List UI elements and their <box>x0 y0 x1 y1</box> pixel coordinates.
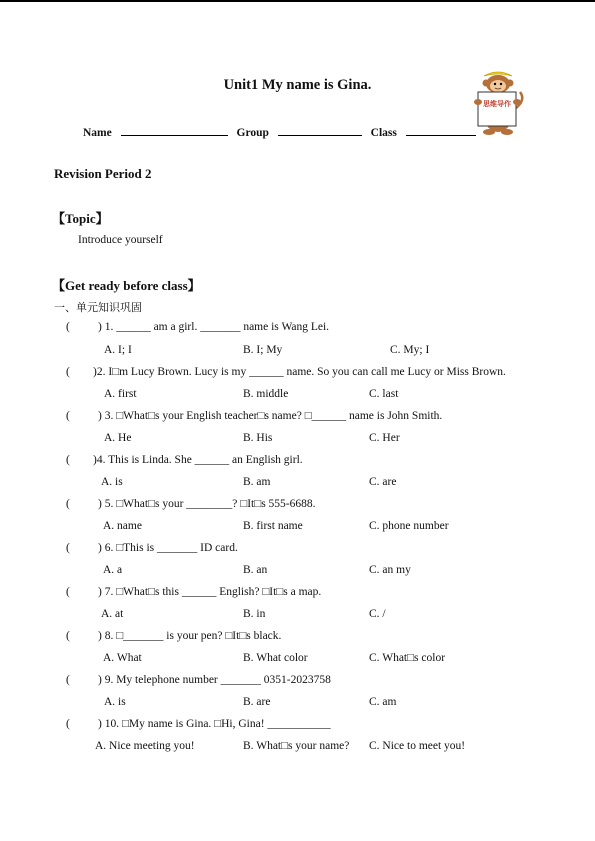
q9-option-c: C. am <box>369 696 397 708</box>
q3-option-c: C. Her <box>369 432 400 444</box>
name-field[interactable] <box>121 123 228 136</box>
q7-option-a: A. at <box>101 608 124 620</box>
answer-blank[interactable]: ( <box>66 410 70 422</box>
question-text: )2. I□m Lucy Brown. Lucy is my ______ name. So you can call me Lucy or Miss Brown. <box>93 366 506 378</box>
period-heading: Revision Period 2 <box>54 166 152 181</box>
q7-option-c: C. / <box>369 608 386 620</box>
question-text: ) 5. □What□s your ________? □It□s 555-6688. <box>98 498 316 510</box>
question-text: ) 10. □My name is Gina. □Hi, Gina! ___________ <box>98 718 331 730</box>
q2-option-b: B. middle <box>243 388 289 400</box>
q6-option-c: C. an my <box>369 564 411 576</box>
logo-sign-text: 思维导作 <box>483 100 511 108</box>
question-7 <box>66 586 321 598</box>
q10-option-b: B. What□s your name? <box>243 740 350 752</box>
class-label: Class <box>370 127 397 139</box>
q4-option-b: B. am <box>243 476 271 488</box>
answer-blank[interactable]: ( <box>66 630 70 642</box>
q8-option-a: A. What <box>103 652 142 664</box>
answer-blank[interactable]: ( <box>66 674 70 686</box>
q5-option-a: A. name <box>103 520 142 532</box>
q8-option-b: B. What color <box>243 652 308 664</box>
question-2 <box>66 366 506 378</box>
question-9 <box>66 674 331 686</box>
answer-blank[interactable]: ( <box>66 321 70 333</box>
name-label: Name <box>83 127 112 139</box>
q1-option-c: C. My; I <box>390 344 430 356</box>
answer-blank[interactable]: ( <box>66 718 70 730</box>
q3-option-a: A. He <box>104 432 132 444</box>
question-text: ) 3. □What□s your English teacher□s name? □______ name is John Smith. <box>98 410 443 422</box>
q5-option-b: B. first name <box>243 520 303 532</box>
ready-heading: 【Get ready before class】 <box>52 278 201 293</box>
question-6 <box>66 542 238 554</box>
q1-option-b: B. I; My <box>243 344 283 356</box>
question-text: ) 8. □_______ is your pen? □It□s black. <box>98 630 282 642</box>
q10-option-a: A. Nice meeting you! <box>95 740 195 752</box>
question-1 <box>66 321 329 333</box>
question-text: ) 7. □What□s this ______ English? □It□s a map. <box>98 586 322 598</box>
question-text: ) 9. My telephone number _______ 0351-2023758 <box>98 674 331 686</box>
q8-option-c: C. What□s color <box>369 652 446 664</box>
question-5 <box>66 498 316 510</box>
q5-option-c: C. phone number <box>369 520 449 532</box>
question-8 <box>66 630 281 642</box>
q4-option-a: A. is <box>101 476 123 488</box>
question-text: )4. This is Linda. She ______ an English girl. <box>93 454 303 466</box>
q10-option-c: C. Nice to meet you! <box>369 740 466 752</box>
question-text: ) 6. □This is _______ ID card. <box>98 542 238 554</box>
q6-option-a: A. a <box>103 564 123 576</box>
answer-blank[interactable]: ( <box>66 454 70 466</box>
q9-option-a: A. is <box>104 696 126 708</box>
group-label: Group <box>236 127 269 139</box>
top-border <box>0 0 595 2</box>
group-field[interactable] <box>278 123 362 136</box>
answer-blank[interactable]: ( <box>66 542 70 554</box>
q1-option-a: A. I; I <box>104 344 132 356</box>
question-text: ) 1. ______ am a girl. _______ name is Wang Lei. <box>98 321 330 333</box>
topic-heading: 【Topic】 <box>52 211 109 226</box>
monkey-logo-icon <box>470 68 526 138</box>
q3-option-b: B. His <box>243 432 273 444</box>
answer-blank[interactable]: ( <box>66 586 70 598</box>
topic-text: Introduce yourself <box>78 234 163 246</box>
q2-option-a: A. first <box>104 388 137 400</box>
question-3 <box>66 410 442 422</box>
page-title: Unit1 My name is Gina. <box>223 77 372 93</box>
class-field[interactable] <box>406 123 476 136</box>
q2-option-c: C. last <box>369 388 399 400</box>
q4-option-c: C. are <box>369 476 397 488</box>
ready-subheading: 一、单元知识巩固 <box>54 301 142 314</box>
q7-option-b: B. in <box>243 608 266 620</box>
student-info-row <box>83 123 476 139</box>
question-10 <box>66 718 331 730</box>
answer-blank[interactable]: ( <box>66 366 70 378</box>
answer-blank[interactable]: ( <box>66 498 70 510</box>
q6-option-b: B. an <box>243 564 268 576</box>
q9-option-b: B. are <box>243 696 271 708</box>
question-4 <box>66 454 303 466</box>
